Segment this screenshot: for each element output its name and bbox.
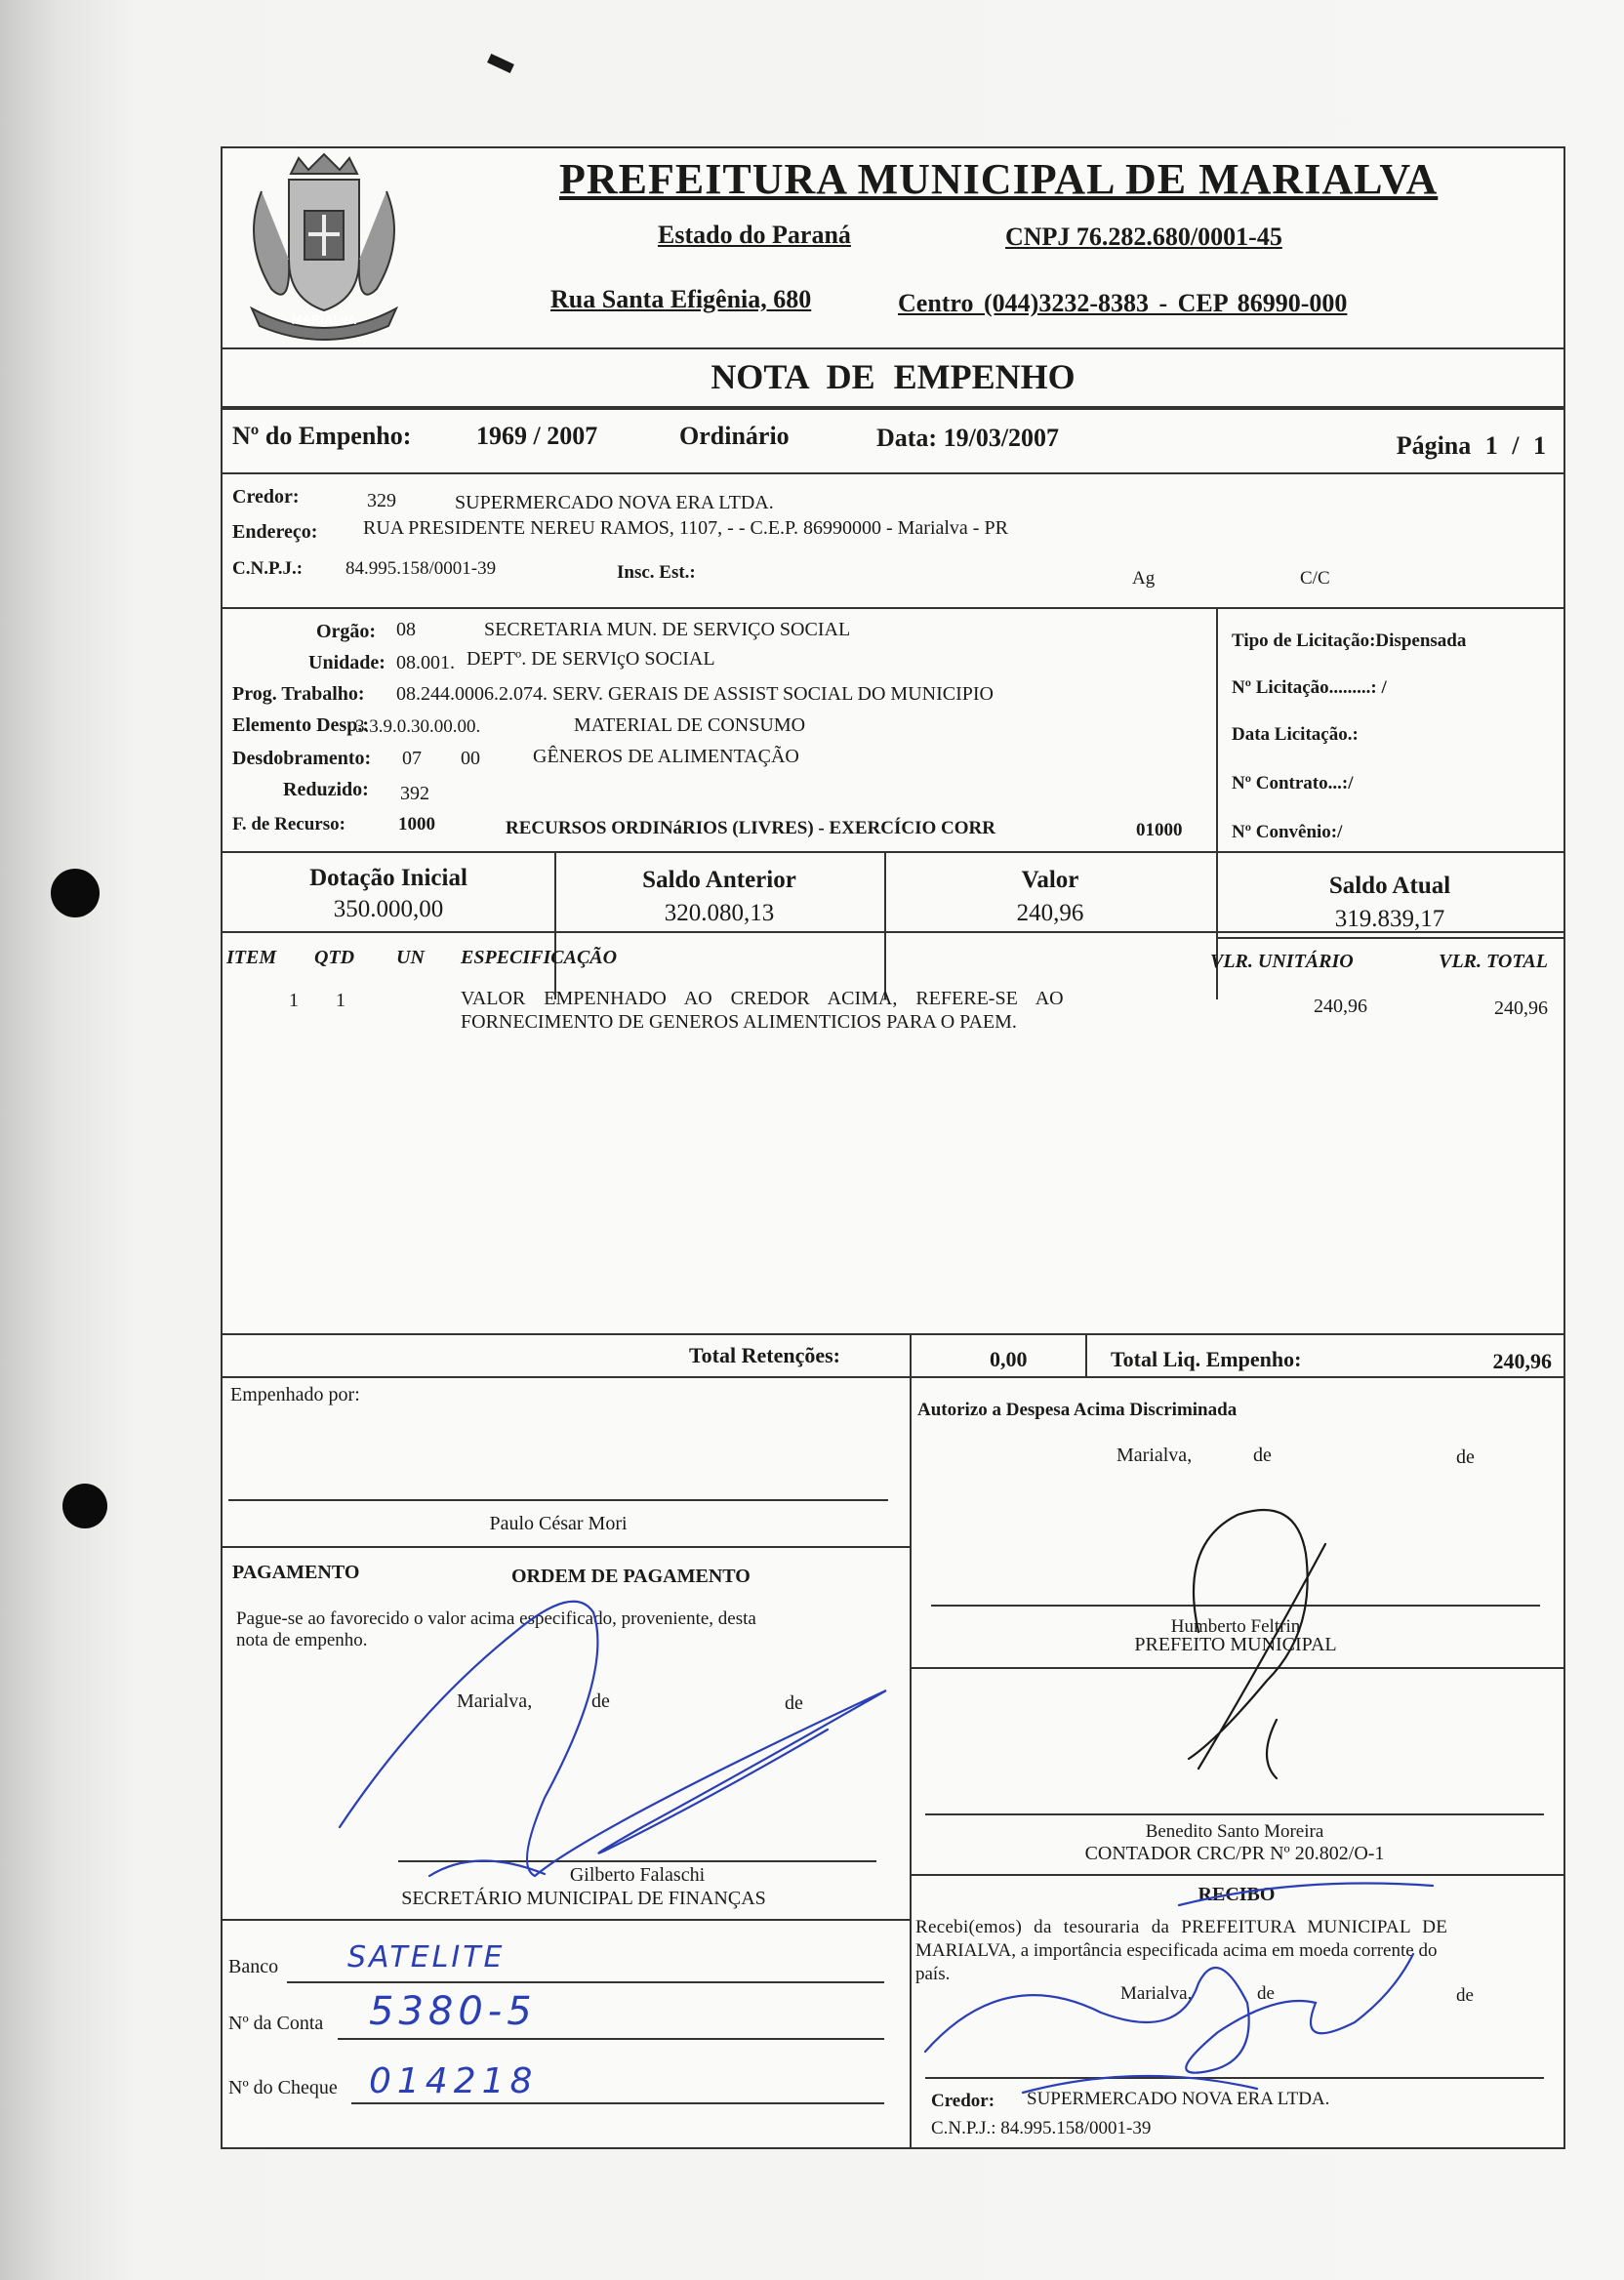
- credor-address: RUA PRESIDENTE NEREU RAMOS, 1107, - - C.E.P. 86990000 - Marialva - PR: [363, 517, 1008, 539]
- valor-value: 240,96: [1016, 900, 1084, 926]
- prefeito-name: Humberto Feltrin: [1170, 1616, 1301, 1637]
- secretario-title: SECRETÁRIO MUNICIPAL DE FINANÇAS: [401, 1888, 766, 1909]
- recibo-credor-name: SUPERMERCADO NOVA ERA LTDA.: [1027, 2089, 1330, 2109]
- valor-label: Valor: [1021, 867, 1079, 893]
- elemento-code: 3.3.9.0.30.00.00.: [355, 716, 481, 737]
- secretario-name: Gilberto Falaschi: [569, 1864, 706, 1886]
- recibo-label: RECIBO: [1198, 1884, 1276, 1905]
- header-address: Centro (044)3232-8383 - CEP 86990-000: [898, 289, 1348, 317]
- recibo-place: Marialva,: [1120, 1983, 1193, 2004]
- item-spec-line2: FORNECIMENTO DE GENEROS ALIMENTICIOS PARA O PAEM.: [461, 1011, 1017, 1033]
- unidade-label: Unidade:: [308, 652, 386, 673]
- credor-label: Credor:: [232, 486, 300, 508]
- autorizo-place: Marialva,: [1116, 1445, 1193, 1466]
- total-retencoes-value: 0,00: [990, 1347, 1028, 1371]
- desdobramento-code2: 00: [461, 748, 480, 769]
- document-title: NOTA DE EMPENHO: [710, 357, 1076, 396]
- reduzido-value: 392: [400, 783, 429, 804]
- prefeito-signature: [1189, 1510, 1325, 1778]
- agencia-label: Ag: [1132, 568, 1156, 589]
- credor-cnpj-label: C.N.P.J.:: [232, 558, 304, 579]
- saldo-anterior-value: 320.080,13: [664, 900, 775, 926]
- numero-contrato: Nº Contrato...:/: [1232, 773, 1354, 794]
- pagamento-de2: de: [785, 1692, 803, 1714]
- autorizo-de2: de: [1456, 1446, 1475, 1468]
- data-licitacao: Data Licitação.:: [1232, 724, 1359, 745]
- header-title: PREFEITURA MUNICIPAL DE MARIALVA: [559, 155, 1439, 203]
- recibo-cnpj: C.N.P.J.: 84.995.158/0001-39: [931, 2118, 1152, 2138]
- cheque-handwritten: 014218: [369, 2061, 539, 2101]
- unidade-code: 08.001.: [396, 652, 455, 673]
- conta-handwritten: 5380-5: [369, 1989, 537, 2034]
- empenhado-por-name: Paulo César Mori: [489, 1513, 628, 1534]
- fonte-recurso-label: F. de Recurso:: [232, 814, 345, 835]
- col-item-header: ITEM: [226, 947, 277, 968]
- pagamento-label: PAGAMENTO: [232, 1562, 360, 1583]
- recibo-text-line3: país.: [915, 1964, 951, 1984]
- total-retencoes-label: Total Retenções:: [689, 1343, 840, 1367]
- desdobramento-label: Desdobramento:: [232, 748, 372, 769]
- fonte-recurso-name: RECURSOS ORDINáRIOS (LIVRES) - EXERCÍCIO CORR: [506, 818, 995, 838]
- pagamento-place: Marialva,: [457, 1690, 533, 1712]
- punch-hole-bottom: [62, 1484, 107, 1528]
- banco-label: Banco: [228, 1956, 279, 1977]
- reduzido-label: Reduzido:: [283, 779, 369, 800]
- dotacao-inicial-label: Dotação Inicial: [309, 865, 467, 891]
- saldo-anterior-label: Saldo Anterior: [642, 867, 796, 893]
- elemento-label: Elemento Desp.:: [232, 714, 369, 736]
- credor-code: 329: [367, 490, 396, 511]
- handwritten-signatures: [223, 148, 1563, 2147]
- header-cnpj: CNPJ 76.282.680/0001-45: [1005, 223, 1282, 251]
- total-liquido-label: Total Liq. Empenho:: [1111, 1347, 1302, 1371]
- empenho-number-label: Nº do Empenho:: [232, 422, 412, 450]
- prog-trabalho-value: 08.244.0006.2.074. SERV. GERAIS DE ASSIST SOCIAL DO MUNICIPIO: [396, 683, 994, 705]
- recibo-credor-label: Credor:: [931, 2091, 995, 2111]
- prog-trabalho-label: Prog. Trabalho:: [232, 683, 365, 705]
- secretario-signature: [340, 1602, 886, 1876]
- numero-licitacao: Nº Licitação.........: /: [1232, 677, 1387, 698]
- recibo-text-line2: MARIALVA, a importância especificada acima em moeda corrente do: [915, 1940, 1438, 1961]
- item-unit-value: 240,96: [1314, 996, 1367, 1017]
- tipo-licitacao: Tipo de Licitação:Dispensada: [1232, 631, 1467, 651]
- empenho-date: Data: 19/03/2007: [876, 424, 1060, 452]
- cheque-label: Nº do Cheque: [228, 2077, 338, 2098]
- crest-banner-text: MARIALVA: [291, 312, 357, 327]
- pagamento-de1: de: [591, 1690, 610, 1712]
- conta-corrente-label: C/C: [1300, 568, 1330, 589]
- contador-name: Benedito Santo Moreira: [1145, 1821, 1324, 1842]
- header-state: Estado do Paraná: [658, 221, 851, 249]
- pagamento-text-line2: nota de empenho.: [236, 1630, 368, 1650]
- orgao-label: Orgão:: [316, 621, 377, 642]
- insc-est-label: Insc. Est.:: [617, 562, 696, 583]
- empenho-type: Ordinário: [679, 422, 790, 450]
- conta-label: Nº da Conta: [228, 2013, 324, 2034]
- credor-name: SUPERMERCADO NOVA ERA LTDA.: [455, 492, 774, 513]
- pagamento-text-line1: Pague-se ao favorecido o valor acima especificado, proveniente, desta: [236, 1608, 756, 1629]
- saldo-atual-value: 319.839,17: [1334, 906, 1445, 932]
- total-liquido-value: 240,96: [1492, 1349, 1552, 1373]
- contador-title: CONTADOR CRC/PR Nº 20.802/O-1: [1084, 1843, 1385, 1864]
- fonte-recurso-code2: 01000: [1136, 820, 1183, 840]
- credor-cnpj: 84.995.158/0001-39: [345, 558, 497, 579]
- nota-de-empenho-form: [221, 146, 1565, 2149]
- recibo-de1: de: [1257, 1983, 1275, 2004]
- recibo-text-line1: Recebi(emos) da tesouraria da PREFEITURA MUNICIPAL DE: [915, 1917, 1448, 1937]
- item-total-value: 240,96: [1494, 998, 1548, 1019]
- paper-mark: [487, 54, 514, 73]
- saldo-atual-label: Saldo Atual: [1328, 873, 1451, 899]
- recibo-de2: de: [1456, 1985, 1474, 2006]
- item-spec-line1: VALOR EMPENHADO AO CREDOR ACIMA, REFERE-SE AO: [461, 988, 1064, 1009]
- autorizo-de1: de: [1253, 1445, 1272, 1466]
- item-qtd: 1: [336, 990, 345, 1011]
- empenho-number: 1969 / 2007: [476, 422, 598, 450]
- orgao-name: SECRETARIA MUN. DE SERVIÇO SOCIAL: [484, 619, 851, 640]
- credor-signature: [925, 1954, 1413, 2073]
- elemento-name: MATERIAL DE CONSUMO: [574, 714, 806, 736]
- empenhado-por-label: Empenhado por:: [230, 1384, 360, 1405]
- col-un-header: UN: [396, 947, 425, 968]
- col-unit-header: VLR. UNITÁRIO: [1210, 951, 1354, 972]
- punch-hole-top: [51, 869, 100, 917]
- item-number: 1: [289, 990, 299, 1011]
- col-qtd-header: QTD: [314, 947, 355, 968]
- fonte-recurso-code: 1000: [398, 814, 435, 835]
- numero-convenio: Nº Convênio:/: [1232, 822, 1343, 842]
- col-total-header: VLR. TOTAL: [1439, 951, 1548, 972]
- col-spec-header: ESPECIFICAÇÃO: [461, 947, 618, 968]
- dotacao-inicial-value: 350.000,00: [333, 896, 444, 922]
- header-street: Rua Santa Efigênia, 680: [550, 285, 812, 313]
- endereco-label: Endereço:: [232, 521, 318, 543]
- unidade-name: DEPTº. DE SERVIçO SOCIAL: [467, 648, 715, 670]
- page-number: Página 1 / 1: [1396, 431, 1546, 460]
- desdobramento-code1: 07: [402, 748, 422, 769]
- orgao-code: 08: [396, 619, 416, 640]
- ordem-pagamento-label: ORDEM DE PAGAMENTO: [511, 1566, 751, 1587]
- banco-handwritten: SATELITE: [347, 1940, 506, 1975]
- autorizo-label: Autorizo a Despesa Acima Discriminada: [917, 1400, 1238, 1420]
- desdobramento-name: GÊNEROS DE ALIMENTAÇÃO: [533, 746, 799, 767]
- prefeito-title: PREFEITO MUNICIPAL: [1134, 1634, 1337, 1655]
